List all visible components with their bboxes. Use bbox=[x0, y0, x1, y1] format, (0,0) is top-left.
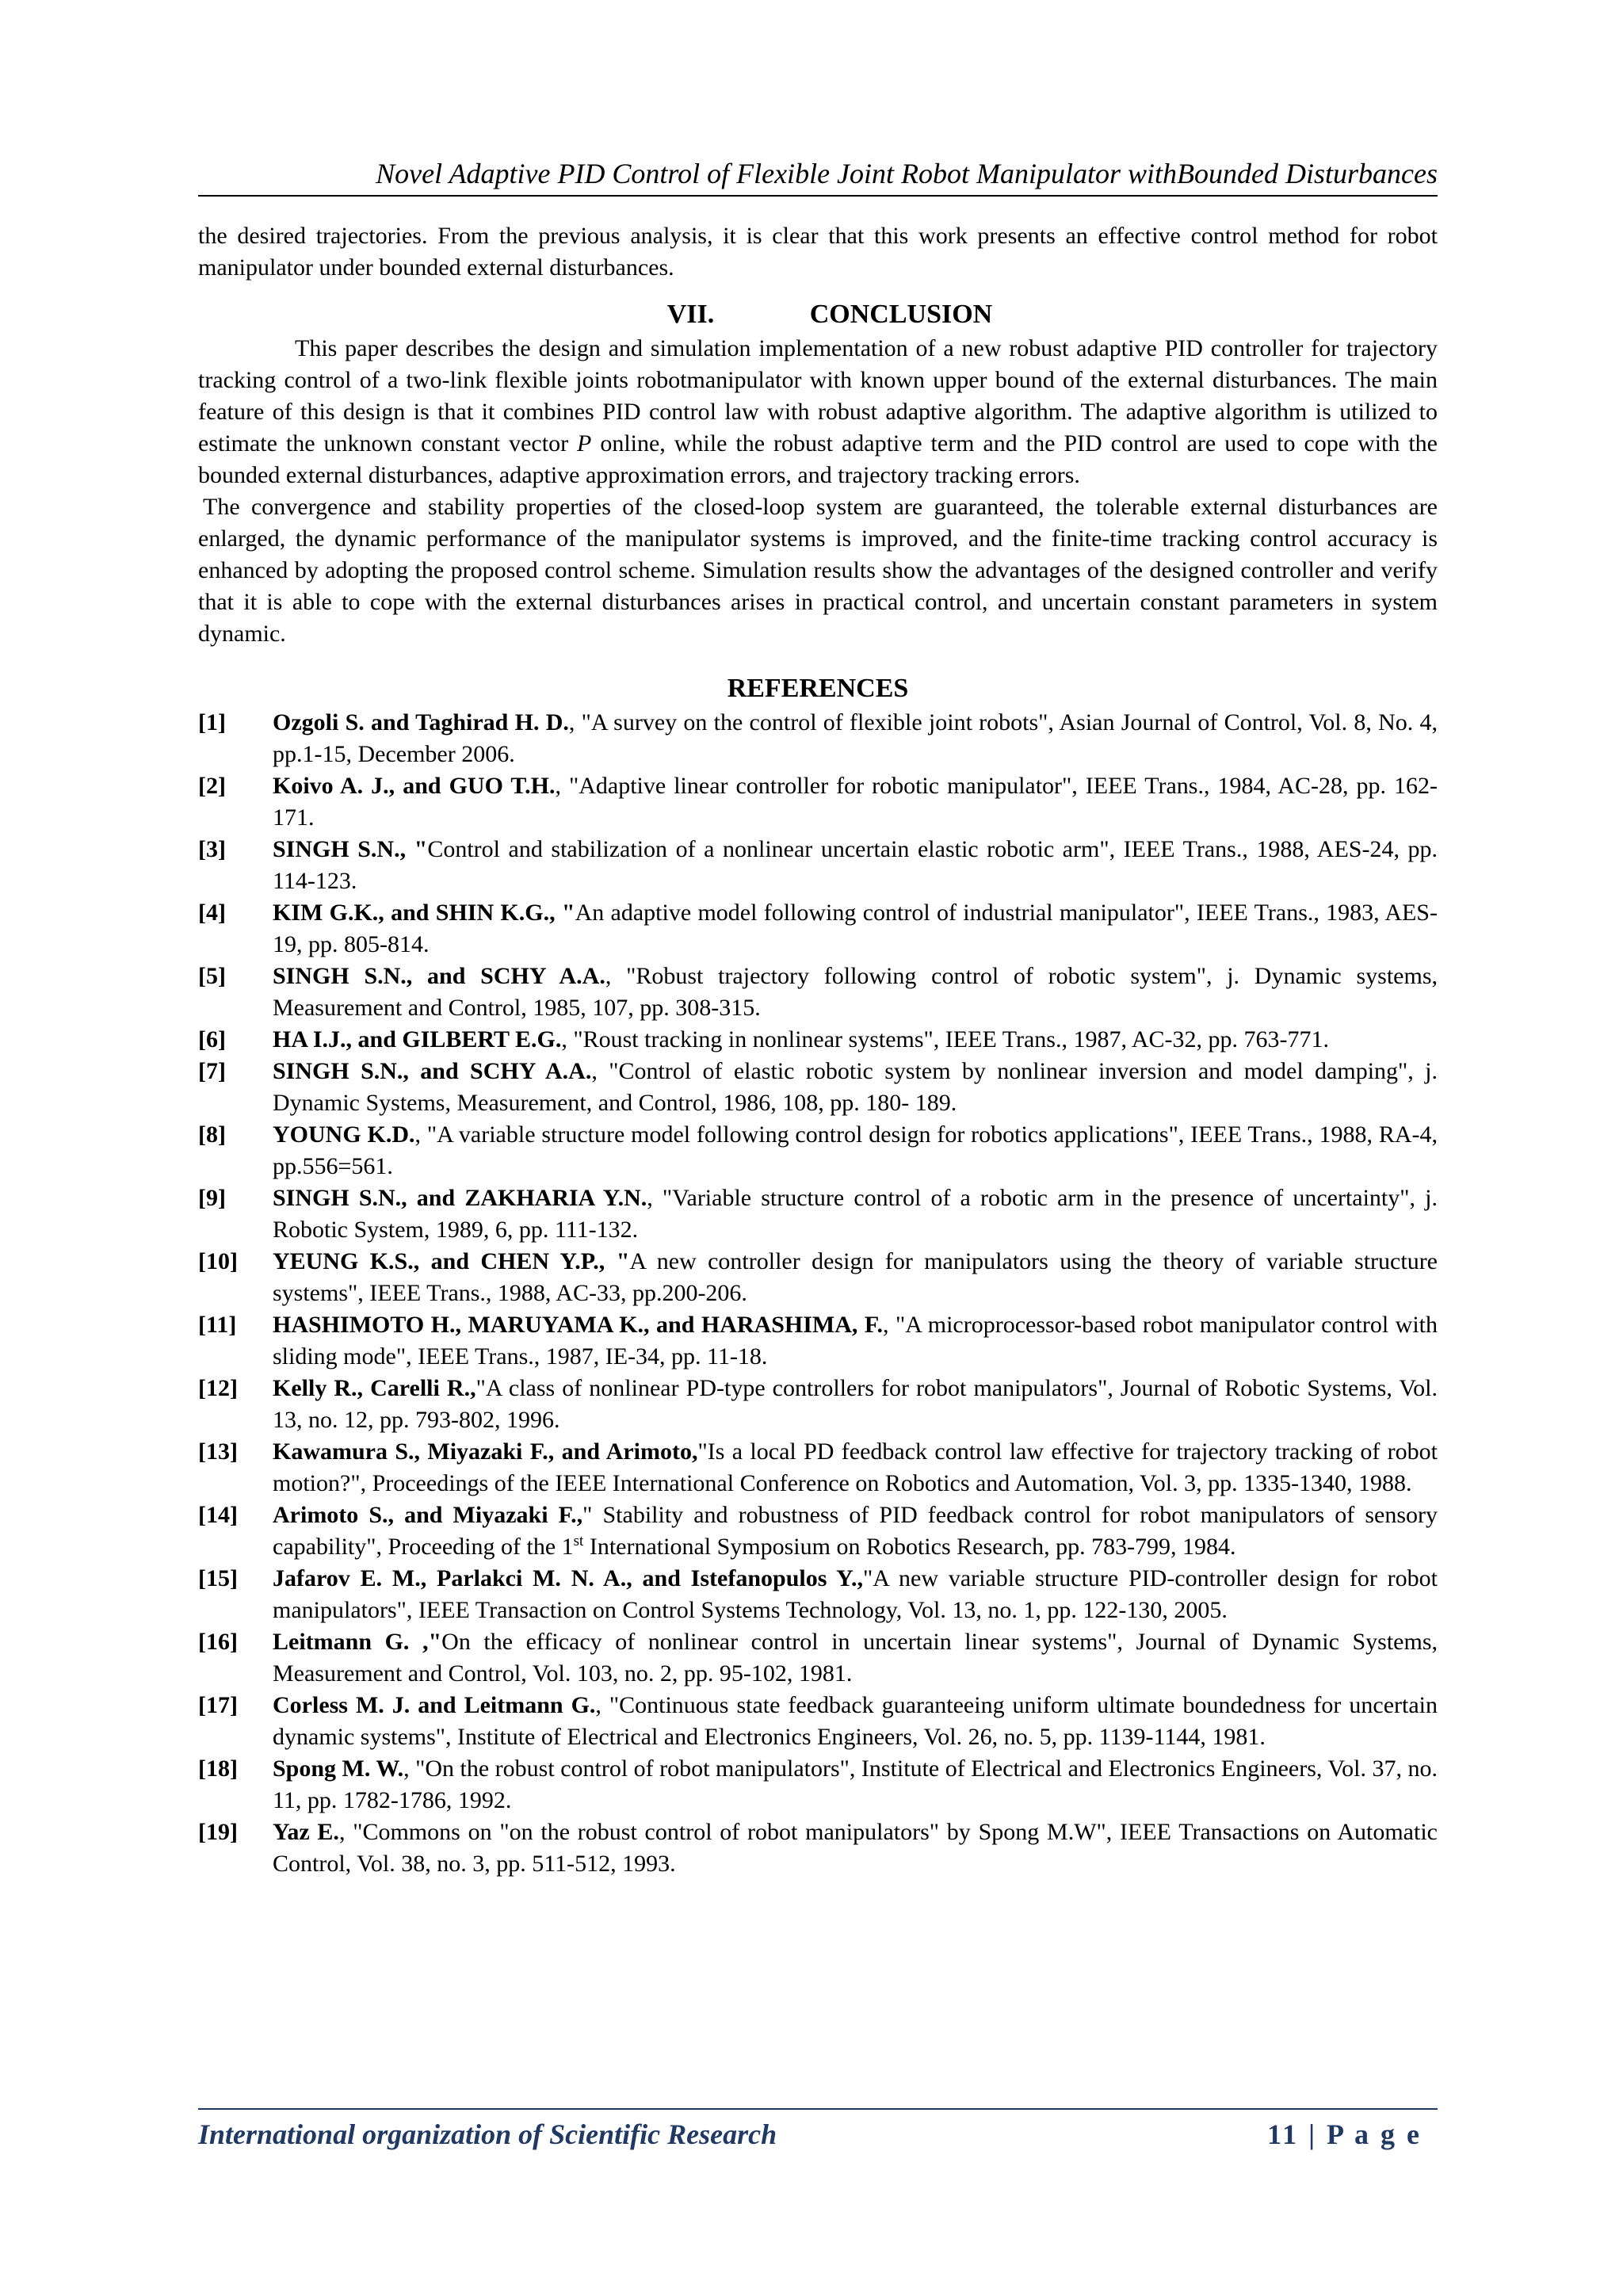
reference-text: , "A survey on the control of flexible joint robots", Asian Journal of Control, Vol. 8, No. 4, pp.1-15, December 2006. bbox=[273, 709, 1438, 767]
reference-body bbox=[273, 1056, 1438, 1119]
reference-item bbox=[198, 897, 1438, 961]
reference-index: [19] bbox=[198, 1819, 238, 1845]
reference-item bbox=[198, 1373, 1438, 1436]
reference-body bbox=[273, 1499, 1438, 1563]
reference-authors: Koivo A. J., and GUO T.H. bbox=[273, 773, 556, 799]
reference-authors: SINGH S.N., and SCHY A.A. bbox=[273, 963, 605, 989]
reference-authors: Kawamura S., Miyazaki F., and Arimoto, bbox=[273, 1438, 698, 1465]
reference-item bbox=[198, 1626, 1438, 1690]
reference-authors: Leitmann G. ," bbox=[273, 1629, 442, 1655]
reference-text: A new controller design for manipulators using the theory of variable structure systems", IEEE Trans., 1988, AC-33, pp.200-206. bbox=[273, 1248, 1438, 1306]
reference-text: , "A microprocessor-based robot manipulator control with sliding mode", IEEE Trans., 1987, IE-34, pp. 11-18. bbox=[273, 1312, 1438, 1370]
reference-authors: SINGH S.N., and SCHY A.A. bbox=[273, 1058, 592, 1084]
conclusion-paragraph-1 bbox=[198, 333, 1438, 491]
reference-text: , "Adaptive linear controller for robotic manipulator", IEEE Trans., 1984, AC-28, pp. 162-171. bbox=[273, 773, 1438, 831]
reference-authors: Kelly R., Carelli R., bbox=[273, 1375, 476, 1401]
reference-index: [16] bbox=[198, 1629, 238, 1655]
running-header bbox=[198, 155, 1438, 197]
reference-text: , "Continuous state feedback guaranteeing uniform ultimate boundedness for uncertain dynamic systems", Institute of Electrical and Electronics Engineers, Vol. 26, no. 5, pp. 1139-1144, 1981. bbox=[273, 1692, 1438, 1750]
paragraph-text: This paper describes the design and simulation implementation of a new robust adaptive PID controller for trajectory tracking control of a two-link flexible joints robotmanipulator with known upper bound of the external disturbances. The main feature of this design is that it combines PID control law with robust adaptive algorithm. The adaptive algorithm is utilized to estimate the unknown constant vector bbox=[198, 335, 1438, 457]
reference-index: [8] bbox=[198, 1121, 226, 1148]
reference-body bbox=[273, 1753, 1438, 1817]
reference-text: International Symposium on Robotics Research, pp. 783-799, 1984. bbox=[583, 1534, 1236, 1560]
reference-item bbox=[198, 1499, 1438, 1563]
reference-body bbox=[273, 1436, 1438, 1499]
reference-body bbox=[273, 1119, 1438, 1182]
intro-paragraph: the desired trajectories. From the previous analysis, it is clear that this work presents an effective control method for robot manipulator under bounded external disturbances. bbox=[198, 223, 1438, 281]
paragraph-text: online, while the robust adaptive term and the PID control are used to cope with the bounded external disturbances, adaptive approximation errors, and trajectory tracking errors. bbox=[198, 430, 1438, 488]
reference-index: [1] bbox=[198, 709, 226, 735]
reference-text: , "On the robust control of robot manipulators", Institute of Electrical and Electronics Engineers, Vol. 37, no. 11, pp. 1782-1786, 1992. bbox=[273, 1755, 1438, 1813]
reference-authors: Ozgoli S. and Taghirad H. D. bbox=[273, 709, 569, 735]
reference-authors: YEUNG K.S., and CHEN Y.P., " bbox=[273, 1248, 630, 1274]
reference-body bbox=[273, 1817, 1438, 1880]
reference-text: , "Commons on "on the robust control of robot manipulators" by Spong M.W", IEEE Transactions on Automatic Control, Vol. 38, no. 3, pp. 511-512, 1993. bbox=[273, 1819, 1438, 1877]
reference-item bbox=[198, 1056, 1438, 1119]
page-content bbox=[198, 220, 1438, 1880]
reference-text: , "Control of elastic robotic system by nonlinear inversion and model damping", j. Dynamic Systems, Measurement, and Control, 1986, 108, pp. 180- 189. bbox=[273, 1058, 1438, 1116]
reference-item bbox=[198, 1563, 1438, 1626]
reference-authors: YOUNG K.D. bbox=[273, 1121, 415, 1148]
reference-index: [3] bbox=[198, 836, 226, 862]
reference-text: , "A variable structure model following control design for robotics applications", IEEE Trans., 1988, RA-4, pp.556=561. bbox=[273, 1121, 1438, 1179]
section-number: VII. bbox=[666, 300, 715, 329]
reference-item bbox=[198, 1436, 1438, 1499]
reference-index: [9] bbox=[198, 1185, 226, 1211]
reference-index: [2] bbox=[198, 773, 226, 799]
reference-text: "Is a local PD feedback control law effective for trajectory tracking of robot motion?", Proceedings of the IEEE International Conference on Robotics and Automation, Vol. 3, pp. 1335-1340, 1988. bbox=[273, 1438, 1438, 1496]
reference-authors: SINGH S.N., and ZAKHARIA Y.N. bbox=[273, 1185, 647, 1211]
conclusion-paragraph-2: The convergence and stability properties of the closed-loop system are guaranteed, the tolerable external disturbances are enlarged, the dynamic performance of the manipulator systems is improved, and the finite-time tracking control accuracy is enhanced by adopting the proposed control scheme. Simulation results show the advantages of the designed controller and verify that it is able to cope with the external disturbances arises in practical control, and uncertain constant parameters in system dynamic. bbox=[198, 494, 1438, 647]
reference-authors: Jafarov E. M., Parlakci M. N. A., and Istefanopulos Y., bbox=[273, 1565, 863, 1591]
reference-body bbox=[273, 897, 1438, 961]
reference-text: An adaptive model following control of industrial manipulator", IEEE Trans., 1983, AES-19, pp. 805-814. bbox=[273, 900, 1438, 957]
conclusion-heading bbox=[198, 296, 1438, 333]
reference-authors: Yaz E. bbox=[273, 1819, 339, 1845]
reference-authors: HA I.J., and GILBERT E.G. bbox=[273, 1026, 562, 1052]
reference-index: [11] bbox=[198, 1312, 237, 1338]
section-title: CONCLUSION bbox=[809, 300, 993, 329]
reference-index: [13] bbox=[198, 1438, 238, 1465]
vector-variable: P bbox=[577, 430, 592, 457]
reference-index: [6] bbox=[198, 1026, 226, 1052]
references-list bbox=[198, 707, 1438, 1880]
page-number: 11 | P a g e bbox=[1267, 2118, 1422, 2150]
reference-item bbox=[198, 1690, 1438, 1753]
reference-body bbox=[273, 1690, 1438, 1753]
reference-item bbox=[198, 1753, 1438, 1817]
reference-body bbox=[273, 1246, 1438, 1309]
reference-item bbox=[198, 1309, 1438, 1373]
reference-authors: HASHIMOTO H., MARUYAMA K., and HARASHIMA, F. bbox=[273, 1312, 883, 1338]
reference-authors: Arimoto S., and Miyazaki F., bbox=[273, 1502, 583, 1528]
reference-authors: KIM G.K., and SHIN K.G., " bbox=[273, 900, 575, 926]
references-heading: REFERENCES bbox=[727, 674, 909, 703]
reference-index: [5] bbox=[198, 963, 226, 989]
reference-item bbox=[198, 770, 1438, 834]
reference-index: [10] bbox=[198, 1248, 238, 1274]
reference-body bbox=[273, 1182, 1438, 1246]
reference-item bbox=[198, 707, 1438, 770]
reference-text: On the efficacy of nonlinear control in uncertain linear systems", Journal of Dynamic Systems, Measurement and Control, Vol. 103, no. 2, pp. 95-102, 1981. bbox=[273, 1629, 1438, 1687]
reference-body bbox=[273, 1024, 1438, 1056]
reference-text: "A class of nonlinear PD-type controllers for robot manipulators", Journal of Robotic Systems, Vol. 13, no. 12, pp. 793-802, 1996. bbox=[273, 1375, 1438, 1433]
ordinal-superscript: st bbox=[573, 1533, 584, 1549]
reference-authors: Corless M. J. and Leitmann G. bbox=[273, 1692, 596, 1718]
page-footer bbox=[198, 2108, 1438, 2153]
reference-body bbox=[273, 961, 1438, 1024]
reference-text: Control and stabilization of a nonlinear uncertain elastic robotic arm", IEEE Trans., 1988, AES-24, pp. 114-123. bbox=[273, 836, 1438, 894]
reference-index: [17] bbox=[198, 1692, 238, 1718]
reference-body bbox=[273, 1309, 1438, 1373]
reference-index: [15] bbox=[198, 1565, 238, 1591]
reference-index: [18] bbox=[198, 1755, 238, 1782]
reference-body bbox=[273, 707, 1438, 770]
reference-text: , "Roust tracking in nonlinear systems", IEEE Trans., 1987, AC-32, pp. 763-771. bbox=[561, 1026, 1329, 1052]
reference-body bbox=[273, 1373, 1438, 1436]
reference-index: [7] bbox=[198, 1058, 226, 1084]
reference-body bbox=[273, 834, 1438, 897]
reference-authors: Spong M. W. bbox=[273, 1755, 404, 1782]
reference-item bbox=[198, 1119, 1438, 1182]
reference-index: [12] bbox=[198, 1375, 238, 1401]
reference-item bbox=[198, 1182, 1438, 1246]
reference-item bbox=[198, 961, 1438, 1024]
reference-item bbox=[198, 1817, 1438, 1880]
reference-item bbox=[198, 1246, 1438, 1309]
reference-index: [14] bbox=[198, 1502, 238, 1528]
reference-body bbox=[273, 770, 1438, 834]
reference-body bbox=[273, 1626, 1438, 1690]
reference-text: , "Variable structure control of a robotic arm in the presence of uncertainty", j. Robotic System, 1989, 6, pp. 111-132. bbox=[273, 1185, 1438, 1243]
footer-organization: International organization of Scientific Research bbox=[198, 2118, 777, 2150]
reference-item bbox=[198, 1024, 1438, 1056]
reference-index: [4] bbox=[198, 900, 226, 926]
reference-authors: SINGH S.N., " bbox=[273, 836, 428, 862]
reference-text: , "Robust trajectory following control of robotic system", j. Dynamic systems, Measurement and Control, 1985, 107, pp. 308-315. bbox=[273, 963, 1438, 1021]
reference-text: " Stability and robustness of PID feedback control for robot manipulators of sensory capability", Proceeding of the 1 bbox=[273, 1502, 1438, 1560]
running-title: Novel Adaptive PID Control of Flexible Joint Robot Manipulator withBounded Disturbances bbox=[376, 158, 1438, 189]
reference-body bbox=[273, 1563, 1438, 1626]
reference-item bbox=[198, 834, 1438, 897]
reference-text: "A new variable structure PID-controller design for robot manipulators", IEEE Transaction on Control Systems Technology, Vol. 13, no. 1, pp. 122-130, 2005. bbox=[273, 1565, 1438, 1623]
